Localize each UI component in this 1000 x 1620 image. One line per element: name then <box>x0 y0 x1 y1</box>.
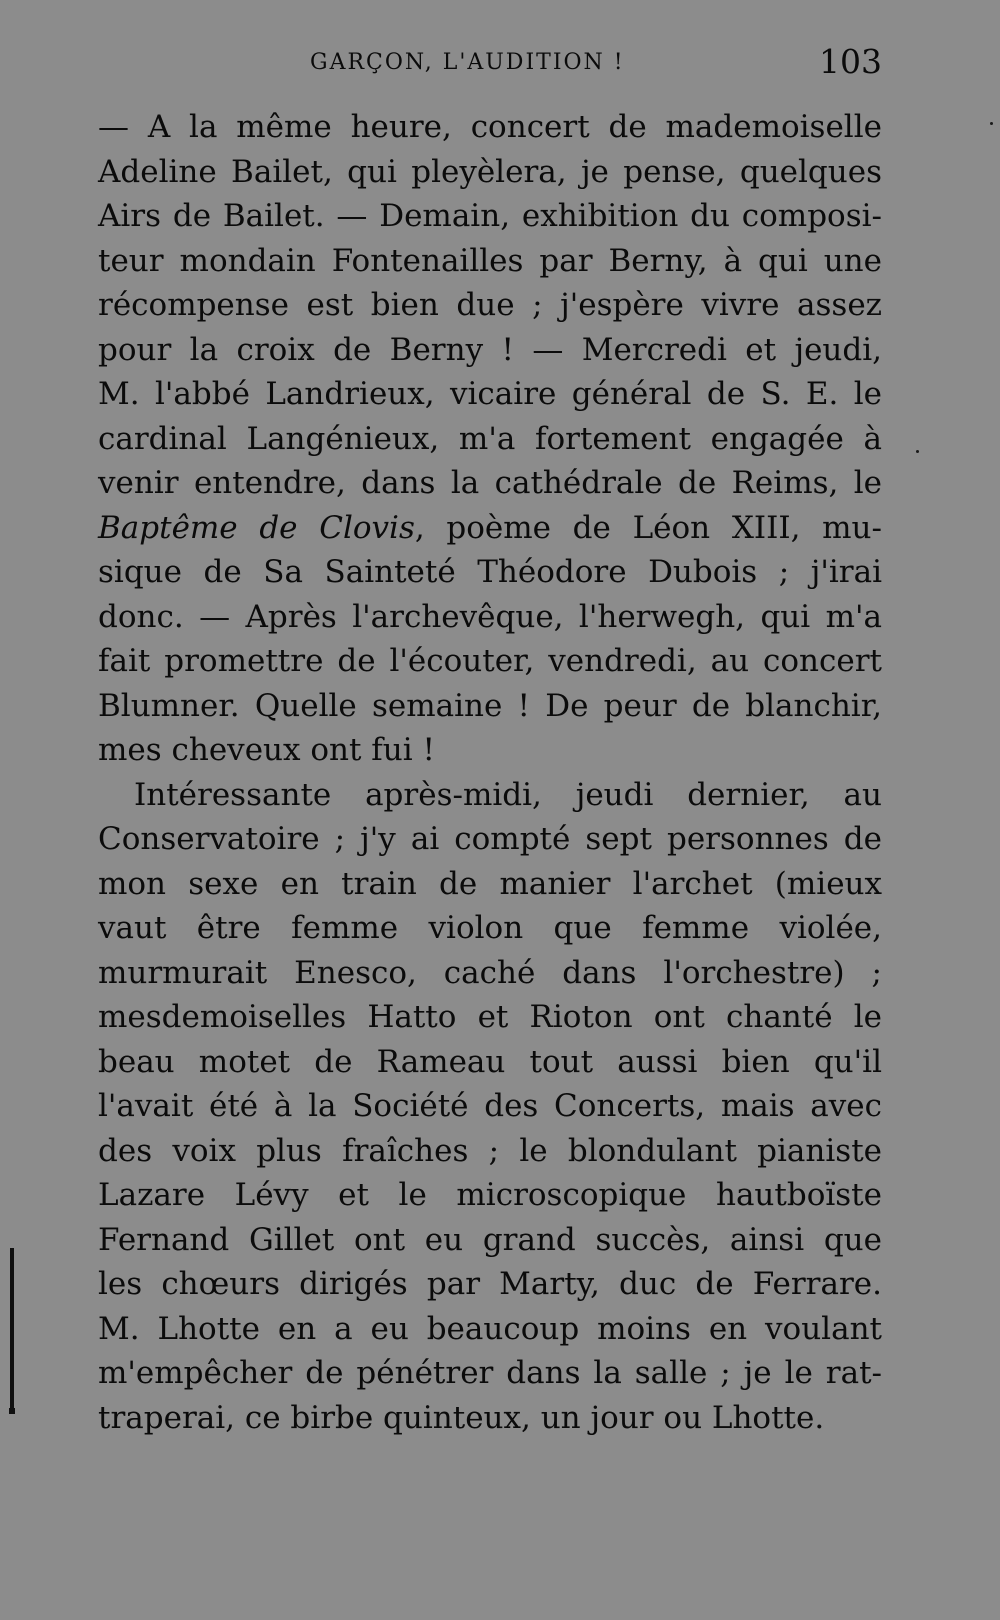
scan-margin-mark <box>10 1248 14 1408</box>
text-line: Conservatoire ; j'y ai compté sept personnes de <box>98 821 882 857</box>
text-line: teur mondain Fontenailles par Berny, à qui une <box>98 242 882 279</box>
text-line: — A la même heure, concert de mademoiselle <box>98 109 882 145</box>
text-line: M. l'abbé Landrieux, vicaire général de S. E. le <box>98 376 882 412</box>
text-line: sique de Sa Sainteté Théodore Dubois ; j'irai <box>98 554 882 590</box>
scan-speck <box>916 450 919 453</box>
text-line: venir entendre, dans la cathédrale de Reims, le <box>98 465 882 501</box>
running-title: GARÇON, L'AUDITION ! <box>310 50 625 75</box>
text-line: M. Lhotte en a eu beaucoup moins en voulant <box>98 1310 882 1347</box>
running-head <box>100 38 882 88</box>
text-line: mon sexe en train de manier l'archet (mieux <box>98 865 882 902</box>
text-line: beau motet de Rameau tout aussi bien qu'il <box>98 1043 882 1080</box>
text-line: pour la croix de Berny ! — Mercredi et jeudi, <box>98 331 882 368</box>
text-line: murmurait Enesco, caché dans l'orchestre) ; <box>98 954 882 991</box>
text-line: mesdemoiselles Hatto et Rioton ont chanté le <box>98 999 882 1035</box>
text-line: traperai, ce birbe quinteux, un jour ou Lhotte. <box>98 1399 825 1436</box>
text-line: Intéressante après-midi, jeudi dernier, au <box>134 776 882 813</box>
text-line-rest: , poème de Léon XIII, mu- <box>414 509 882 546</box>
body-text <box>98 105 882 1440</box>
text-line: Fernand Gillet ont eu grand succès, ainsi que <box>98 1221 882 1258</box>
text-line: mes cheveux ont fui ! <box>98 732 435 768</box>
text-line: des voix plus fraîches ; le blondulant pianiste <box>98 1132 882 1169</box>
text-line: vaut être femme violon que femme violée, <box>98 910 882 946</box>
text-line: Airs de Bailet. — Demain, exhibition du composi- <box>98 198 882 234</box>
text-line: récompense est bien due ; j'espère vivre assez <box>98 287 882 323</box>
text-line: Adeline Bailet, qui pleyèlera, je pense, quelques <box>98 153 882 190</box>
text-line: Blumner. Quelle semaine ! De peur de blanchir, <box>98 687 882 724</box>
text-line: l'avait été à la Société des Concerts, mais avec <box>98 1088 882 1124</box>
scan-margin-dot <box>9 1408 15 1414</box>
text-line: donc. — Après l'archevêque, l'herwegh, qui m'a <box>98 598 882 635</box>
text-line: les chœurs dirigés par Marty, duc de Ferrare. <box>98 1266 882 1302</box>
text-line-with-italic-title <box>98 506 882 551</box>
text-line: cardinal Langénieux, m'a fortement engagée à <box>98 420 882 457</box>
text-line: fait promettre de l'écouter, vendredi, au concert <box>98 643 882 679</box>
scan-speck <box>990 122 993 125</box>
page-number: 103 <box>819 42 882 81</box>
text-line: m'empêcher de pénétrer dans la salle ; je le rat- <box>98 1355 882 1391</box>
text-line: Lazare Lévy et le microscopique hautboïste <box>98 1177 882 1213</box>
italic-work-title: Baptême de Clovis <box>98 509 415 546</box>
